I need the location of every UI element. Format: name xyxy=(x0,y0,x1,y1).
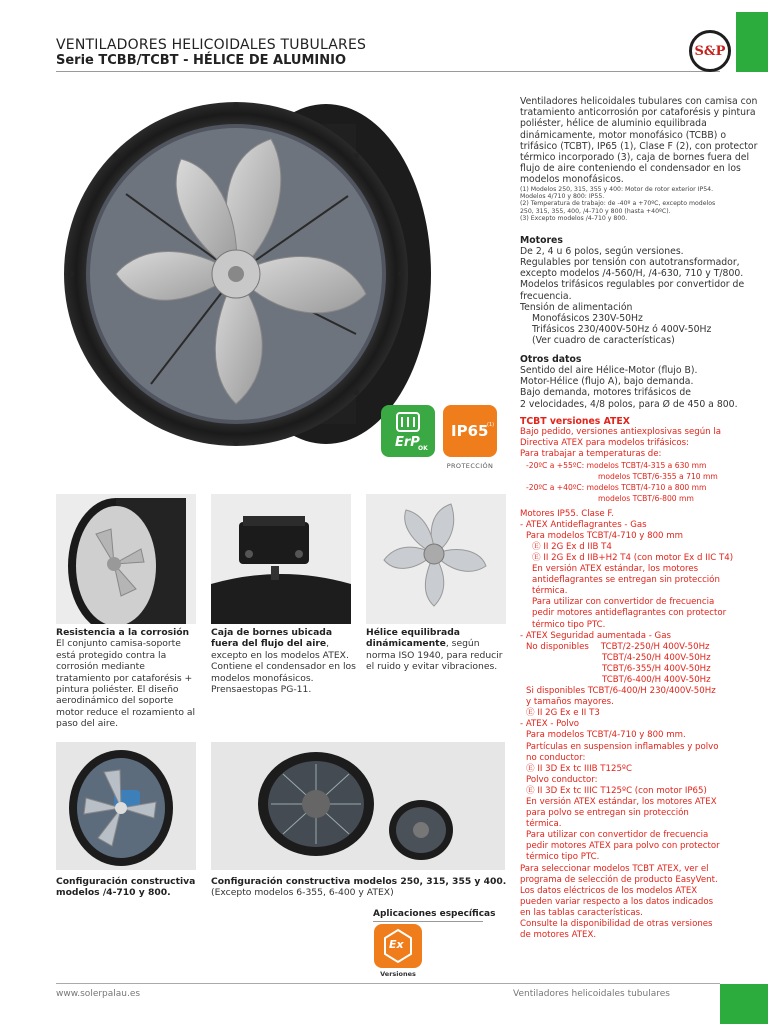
atex-line: térmico tipo PTC. xyxy=(526,852,600,863)
ip65-label: IP65 xyxy=(451,422,489,440)
ip65-badge xyxy=(443,405,497,457)
thumb-corrosion-casing xyxy=(56,494,196,624)
atex-line: Si disponibles TCBT/6-400/H 230/400V-50Hz xyxy=(526,686,716,697)
atex-marking-line xyxy=(520,786,760,797)
ex-mark-icon: Ⓔ xyxy=(526,785,535,796)
caption-text: , excepto en los modelos ATEX. Contiene el condensador en los modelos monofásicos. Prensaestopas PG-11. xyxy=(211,638,356,696)
footnote-line: (3) Excepto modelos /4-710 y 800. xyxy=(520,215,628,223)
atex-line: en las tablas características. xyxy=(520,907,643,918)
motores-line: Regulables por tensión con autotransformador, excepto modelos /4-560/H, /4-630, 710 y T/800. xyxy=(520,257,744,280)
atex-line: de motores ATEX. xyxy=(520,930,597,941)
caption-corrosion xyxy=(56,627,200,730)
motores-indented-line: Monofásicos 230V-50Hz xyxy=(532,313,643,325)
atex-marking-line xyxy=(520,542,760,553)
ex-mark-icon: Ⓔ xyxy=(526,708,535,719)
atex-marking-line xyxy=(520,708,760,719)
thumb-config-250-400 xyxy=(211,742,505,870)
erp-badge xyxy=(381,405,435,457)
caption-text: (Excepto modelos 6-355, 6-400 y ATEX) xyxy=(211,887,394,899)
footnote-line: (2) Temperatura de trabajo: de -40º a +70ºC, excepto modelos xyxy=(520,200,716,208)
caption-text: , según norma ISO 1940, para reducir el ruido y evitar vibraciones. xyxy=(366,638,503,673)
thumb-config-710-800 xyxy=(56,742,196,870)
atex-line: pedir motores ATEX para polvo con protector xyxy=(526,841,720,852)
atex-line: Partículas en suspension inflamables y polvo xyxy=(526,741,719,752)
atex-line: Para seleccionar modelos TCBT ATEX, ver el xyxy=(520,863,709,874)
atex-line: - ATEX Antideflagrantes - Gas xyxy=(520,519,647,530)
otros-heading: Otros datos xyxy=(520,353,582,365)
atex-model: TCBT/4-250/H 400V-50Hz xyxy=(602,652,711,663)
page-title: VENTILADORES HELICOIDALES TUBULARES xyxy=(56,37,367,53)
atex-line: Motores IP55. Clase F. xyxy=(520,508,614,519)
atex-line: modelos TCBT/6-355 a 710 mm xyxy=(598,472,718,482)
atex-unavailable-label: No disponibles xyxy=(526,641,589,652)
atex-line: programa de selección de producto EasyVent. xyxy=(520,874,718,885)
motores-indented-line: Trifásicos 230/400V-50Hz ó 400V-50Hz xyxy=(532,324,712,336)
spec-column xyxy=(520,96,760,941)
atex-line: térmica. xyxy=(526,819,562,830)
atex-line: Los datos eléctricos de los modelos ATEX xyxy=(520,885,698,896)
atex-line: Consulte la disponibilidad de otras versiones xyxy=(520,919,713,930)
motores-indented-line: (Ver cuadro de características) xyxy=(532,335,675,347)
corner-accent-top xyxy=(736,12,768,72)
motores-heading: Motores xyxy=(520,234,563,246)
ip65-caption: PROTECCIÓN xyxy=(446,462,494,470)
atex-heading: TCBT versiones ATEX xyxy=(520,415,630,427)
atex-marking: II 2G Ex d IIB+H2 T4 (con motor Ex d IIC T4) xyxy=(543,552,734,563)
otros-line: Bajo demanda, motores trifásicos de xyxy=(520,387,691,399)
caption-text: El conjunto camisa-soporte está protegido contra la corrosión mediante tratamiento por cataforésis + pintura poliéster. El diseño aerodinámico del soporte motor reduce el rozamiento al paso del aire. xyxy=(56,638,196,730)
otros-line: Sentido del aire Hélice-Motor (flujo B). xyxy=(520,364,698,376)
applications-divider xyxy=(373,921,483,922)
ip65-footnote: (1) xyxy=(487,422,495,428)
atex-unavailable-row xyxy=(520,642,760,653)
intro-footnotes xyxy=(520,186,760,223)
atex-line: térmica. xyxy=(532,586,568,597)
atex-line: modelos TCBT/6-800 mm xyxy=(598,494,694,504)
otros-line: Motor-Hélice (flujo A), bajo demanda. xyxy=(520,376,694,388)
atex-line: Para trabajar a temperaturas de: xyxy=(520,449,662,460)
thumb-terminal-box xyxy=(211,494,351,624)
atex-marking: II 3D Ex tc IIIB T125ºC xyxy=(537,763,632,774)
ex-mark-icon: Ⓔ xyxy=(526,763,535,774)
motores-line: De 2, 4 u 6 polos, según versiones. xyxy=(520,245,684,257)
ex-badge-label: Ex xyxy=(389,938,404,951)
page-subtitle: Serie TCBB/TCBT - HÉLICE DE ALUMINIO xyxy=(56,53,346,68)
caption-heading: Configuración constructiva modelos 250, 315, 355 y 400. xyxy=(211,876,507,887)
ex-mark-icon: Ⓔ xyxy=(532,552,541,563)
footer-url[interactable]: www.solerpalau.es xyxy=(56,989,141,999)
atex-line: antideflagrantes se entregan sin protección xyxy=(532,575,720,586)
atex-line: Para modelos TCBT/4-710 y 800 mm xyxy=(526,530,684,541)
atex-marking: II 2G Ex d IIB T4 xyxy=(543,541,612,552)
caption-heading: Hélice equilibrada dinámicamente xyxy=(366,627,460,650)
atex-line: Para modelos TCBT/4-710 y 800 mm. xyxy=(526,730,686,741)
caption-propeller xyxy=(366,627,506,673)
footer-divider xyxy=(56,983,720,984)
atex-line: -20ºC a +55ºC: modelos TCBT/4-315 a 630 mm xyxy=(526,461,707,471)
otros-line: 2 velocidades, 4/8 polos, para Ø de 450 a 800. xyxy=(520,398,738,410)
corner-accent-bottom xyxy=(720,984,768,1024)
atex-line: pueden variar respecto a los datos indicados xyxy=(520,896,714,907)
atex-line: Para utilizar con convertidor de frecuencia xyxy=(526,830,709,841)
atex-line: pedir motores antideflagrantes con protector xyxy=(532,608,727,619)
erp-label: ErP xyxy=(395,435,420,450)
footnote-line: (1) Modelos 250, 315, 355 y 400: Motor de rotor exterior IP54. xyxy=(520,185,714,193)
atex-line: no conductor: xyxy=(526,752,586,763)
brand-logo xyxy=(689,30,731,72)
header-divider xyxy=(56,71,720,72)
atex-line: -20ºC a +40ºC: modelos TCBT/4-710 a 800 mm xyxy=(526,483,707,493)
atex-model: TCBT/6-400/H 400V-50Hz xyxy=(602,674,711,685)
thumb-balanced-propeller xyxy=(366,494,506,624)
motores-line: Tensión de alimentación xyxy=(520,301,633,313)
motores-line: Modelos trifásicos regulables por convertidor de frecuencia. xyxy=(520,279,745,302)
atex-line: para polvo se entregan sin protección xyxy=(526,808,689,819)
atex-line: Bajo pedido, versiones antiexplosivas según la xyxy=(520,426,721,437)
atex-line: térmico tipo PTC. xyxy=(532,619,606,630)
atex-line: Polvo conductor: xyxy=(526,774,598,785)
erp-sub-label: OK xyxy=(418,445,428,452)
intro-text: Ventiladores helicoidales tubulares con camisa con tratamiento anticorrosión por cataforésis y pintura poliéster, hélice de aluminio equilibrada dinámicamente, motor monofásico (TCBB) o trifásico (TCBT), IP65 (1), Clase F (2), con protector térmico incorporado (3), caja de bornes fuera del flujo de aire conteniendo el condensador en los modelos monofásicos. xyxy=(520,96,758,186)
brand-logo-text: S&P xyxy=(694,43,726,59)
atex-ex-badge xyxy=(374,924,422,968)
atex-model: TCBT/2-250/H 400V-50Hz xyxy=(600,641,710,652)
caption-config-250-400 xyxy=(211,876,511,899)
footnote-line: Modelos 4/710 y 800: IP55. xyxy=(520,193,605,201)
caption-config-710-800 xyxy=(56,876,206,899)
atex-line: - ATEX Seguridad aumentada - Gas xyxy=(520,630,671,641)
atex-marking: II 2G Ex e II T3 xyxy=(537,708,600,719)
caption-terminal-box xyxy=(211,627,356,695)
caption-heading: Configuración constructiva modelos /4-710 y 800. xyxy=(56,876,196,899)
atex-marking: II 3D Ex tc IIIC T125ºC (con motor IP65) xyxy=(537,785,707,796)
caption-heading: Resistencia a la corrosión xyxy=(56,627,190,638)
atex-line: - ATEX - Polvo xyxy=(520,719,580,730)
atex-block xyxy=(520,427,760,941)
atex-line: En versión ATEX estándar, los motores ATEX xyxy=(526,797,717,807)
atex-marking-line xyxy=(520,553,760,564)
atex-line: Para utilizar con convertidor de frecuencia xyxy=(532,597,715,608)
ex-mark-icon: Ⓔ xyxy=(532,541,541,552)
atex-line: y tamaños mayores. xyxy=(526,697,614,708)
caption-heading: Caja de bornes ubicada fuera del flujo del aire xyxy=(211,627,333,650)
footer-category: Ventiladores helicoidales tubulares xyxy=(513,989,670,999)
footnote-line: 250, 315, 355, 400, /4-710 y 800 (hasta +40ºC). xyxy=(520,207,671,215)
atex-line: Directiva ATEX para modelos trifásicos: xyxy=(520,438,689,448)
atex-line: En versión ATEX estándar, los motores xyxy=(532,564,699,575)
atex-model: TCBT/6-355/H 400V-50Hz xyxy=(602,663,711,674)
ex-badge-caption: Versiones xyxy=(380,970,416,978)
applications-heading: Aplicaciones específicas xyxy=(373,909,496,919)
atex-marking-line xyxy=(520,764,760,775)
